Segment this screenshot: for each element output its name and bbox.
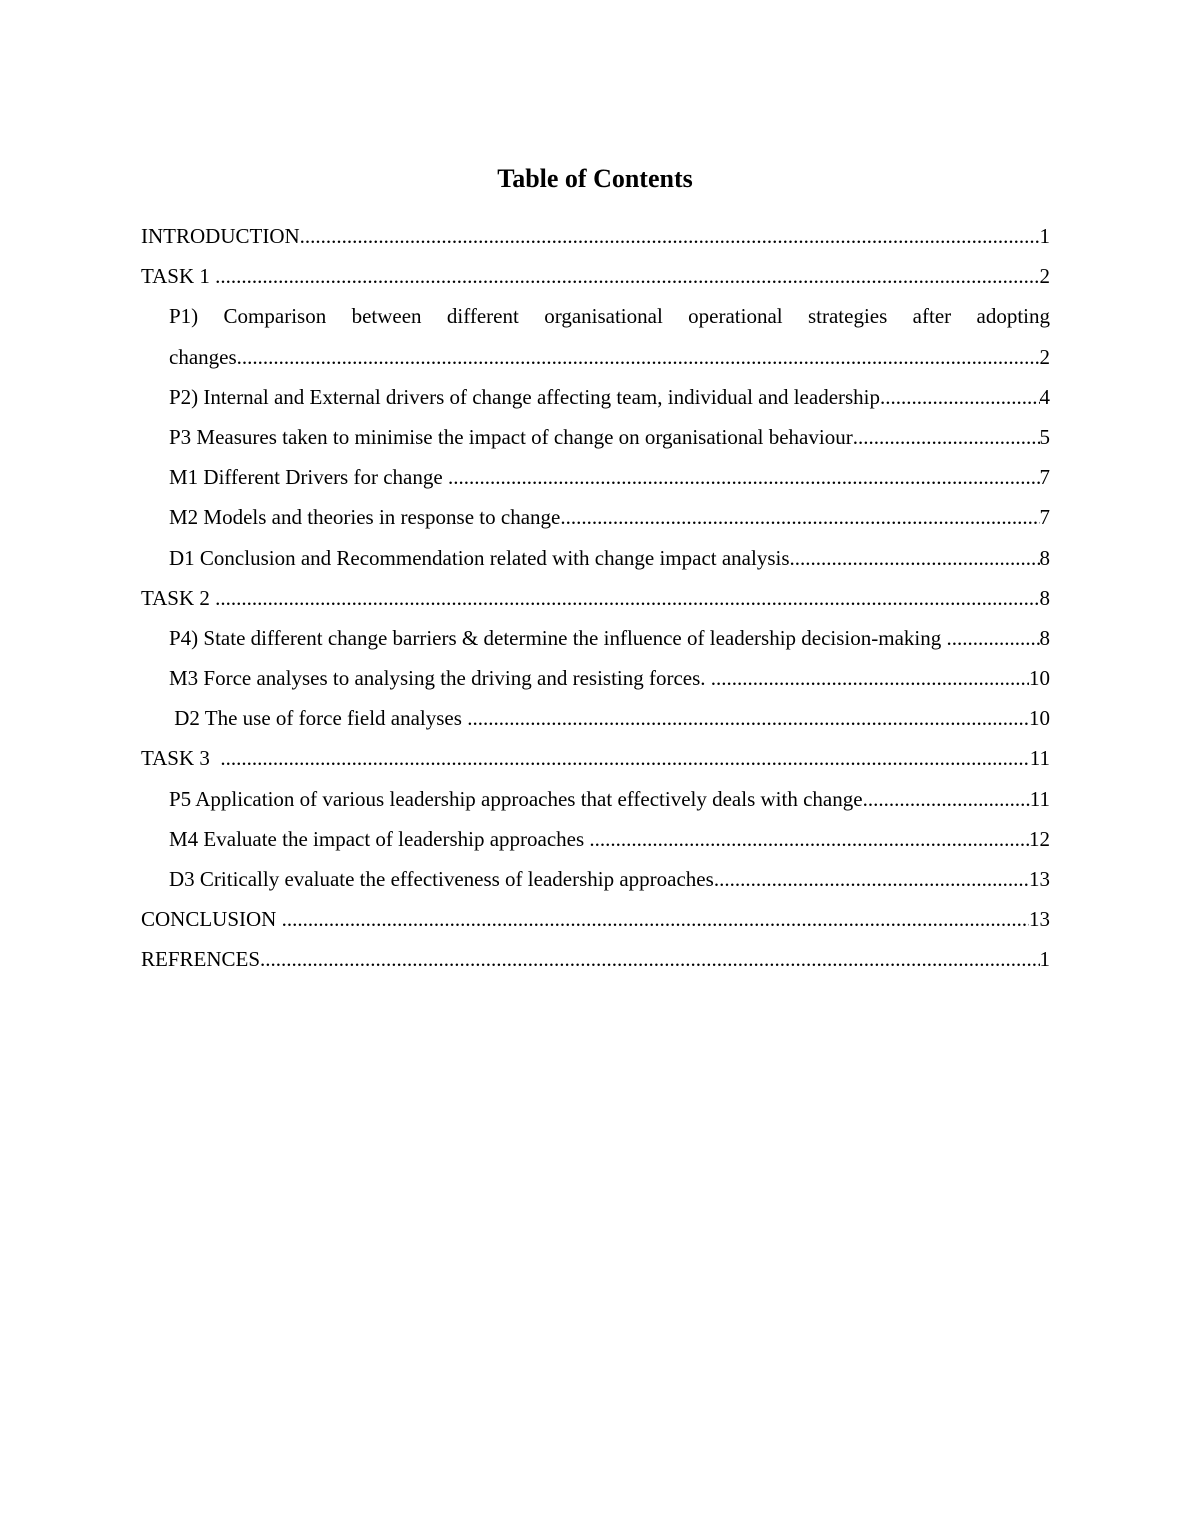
- toc-entry-label: P4) State different change barriers & determine the influence of leadership decision-making: [169, 625, 947, 650]
- toc-entry-page: 12: [1029, 826, 1050, 851]
- dot-leader: [714, 859, 1029, 899]
- toc-entry-page: 10: [1029, 666, 1050, 691]
- dot-leader: [863, 779, 1030, 819]
- toc-entry-references[interactable]: [141, 939, 1050, 979]
- toc-entry-introduction[interactable]: [141, 216, 1050, 256]
- dot-leader: [589, 819, 1029, 859]
- dot-leader: [467, 698, 1029, 738]
- toc-entry-page: 7: [1039, 465, 1050, 490]
- toc-entry-label: changes: [169, 344, 237, 369]
- toc-entry-label: P5 Application of various leadership approaches that effectively deals with change: [169, 786, 863, 811]
- toc-title: Table of Contents: [497, 164, 693, 193]
- toc-entry-page: 8: [1039, 585, 1050, 610]
- toc-entry-label: M1 Different Drivers for change: [169, 465, 448, 490]
- toc-entry-m2[interactable]: [169, 497, 1050, 537]
- toc-entry-m3[interactable]: [169, 658, 1050, 698]
- toc-entry-label: D1 Conclusion and Recommendation related with change impact analysis: [169, 545, 790, 570]
- dot-leader: [215, 578, 1039, 618]
- toc-entry-d2[interactable]: [169, 698, 1050, 738]
- toc-entry-label: TASK 1: [141, 264, 216, 289]
- toc-entry-label: M4 Evaluate the impact of leadership approaches: [169, 826, 590, 851]
- toc-entry-page: 2: [1039, 264, 1050, 289]
- toc-entry-task-1[interactable]: [141, 256, 1050, 296]
- toc-entry-label: CONCLUSION: [141, 907, 282, 932]
- dot-leader: [300, 216, 1040, 256]
- dot-leader: [853, 417, 1040, 457]
- toc-entry-page: 10: [1029, 706, 1050, 731]
- dot-leader: [790, 538, 1040, 578]
- toc-entry-page: 1: [1039, 224, 1050, 248]
- dot-leader: [448, 457, 1040, 497]
- toc-entry-page: 7: [1039, 505, 1050, 530]
- toc-entry-page: 5: [1039, 424, 1050, 449]
- toc-entry-m4[interactable]: [169, 819, 1050, 859]
- toc-entry-p3[interactable]: [169, 417, 1050, 457]
- toc-entry-page: 13: [1029, 867, 1050, 892]
- toc-entry-label: INTRODUCTION: [141, 224, 300, 248]
- toc-list: [141, 216, 1050, 980]
- toc-entry-d1[interactable]: [169, 538, 1050, 578]
- toc-entry-label: REFRENCES: [141, 947, 261, 972]
- toc-entry-page: 1: [1039, 947, 1050, 972]
- toc-entry-label: TASK 3: [141, 746, 221, 771]
- toc-entry-label: M3 Force analyses to analysing the driving and resisting forces.: [169, 666, 711, 691]
- toc-entry-label: TASK 2: [141, 585, 216, 610]
- toc-entry-conclusion[interactable]: [141, 899, 1050, 939]
- toc-entry-p4[interactable]: [169, 618, 1050, 658]
- dot-leader: [711, 658, 1029, 698]
- toc-entry-d3[interactable]: [169, 859, 1050, 899]
- toc-entry-label: D3 Critically evaluate the effectiveness of leadership approaches: [169, 867, 714, 892]
- toc-entry-page: 4: [1039, 384, 1050, 409]
- toc-entry-m1[interactable]: [169, 457, 1050, 497]
- toc-entry-label: P2) Internal and External drivers of change affecting team, individual and leadership: [169, 384, 881, 409]
- toc-entry-label: M2 Models and theories in response to change: [169, 505, 561, 530]
- toc-entry-task-2[interactable]: [141, 578, 1050, 618]
- toc-entry-page: 11: [1029, 786, 1050, 811]
- toc-entry-page: 13: [1029, 907, 1050, 932]
- dot-leader: [220, 738, 1029, 778]
- toc-entry-p1[interactable]: [169, 296, 1050, 376]
- dot-leader: [260, 939, 1039, 979]
- dot-leader: [237, 337, 1040, 377]
- toc-entry-label-line-1: P1) Comparison between different organisational operational strategies after adopting: [169, 304, 1050, 329]
- toc-entry-p5[interactable]: [169, 779, 1050, 819]
- toc-entry-page: 2: [1039, 344, 1050, 369]
- toc-entry-p2[interactable]: [169, 377, 1050, 417]
- toc-entry-page: 8: [1039, 625, 1050, 650]
- dot-leader: [947, 618, 1040, 658]
- toc-entry-task-3[interactable]: [141, 738, 1050, 778]
- toc-entry-label: P3 Measures taken to minimise the impact of change on organisational behaviour: [169, 424, 853, 449]
- toc-entry-page: 11: [1029, 746, 1050, 771]
- dot-leader: [560, 497, 1039, 537]
- dot-leader: [880, 377, 1039, 417]
- dot-leader: [282, 899, 1029, 939]
- toc-entry-label: D2 The use of force field analyses: [169, 706, 468, 731]
- toc-entry-page: 8: [1039, 545, 1050, 570]
- dot-leader: [215, 256, 1039, 296]
